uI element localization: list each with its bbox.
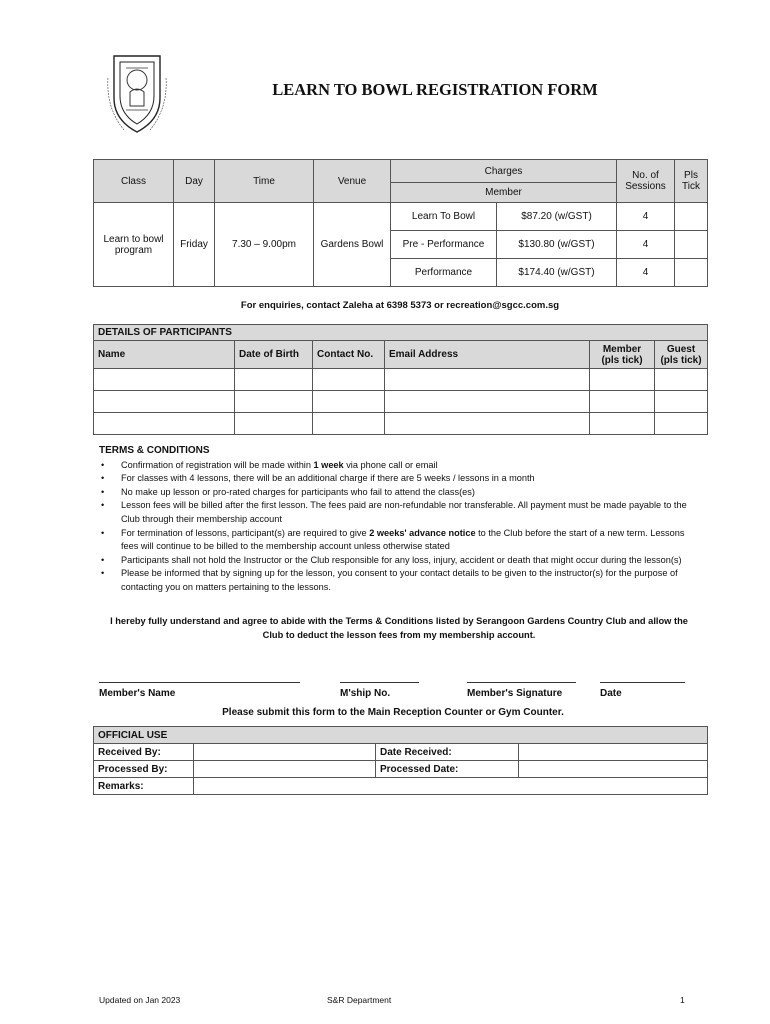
tick-cell[interactable] bbox=[675, 259, 708, 287]
tick-cell[interactable] bbox=[675, 231, 708, 259]
remarks-field[interactable] bbox=[194, 778, 708, 795]
participants-title: DETAILS OF PARTICIPANTS bbox=[94, 325, 708, 341]
header-name: Name bbox=[94, 341, 235, 369]
received-by-label: Received By: bbox=[94, 744, 194, 761]
participant-contact-field[interactable] bbox=[313, 391, 385, 413]
submit-note: Please submit this form to the Main Reception Counter or Gym Counter. bbox=[222, 707, 564, 718]
header-guest-tick: Guest (pls tick) bbox=[655, 341, 708, 369]
participant-guest-tick[interactable] bbox=[655, 391, 708, 413]
header-venue: Venue bbox=[314, 160, 391, 203]
level-name: Pre - Performance bbox=[391, 231, 497, 259]
term-item: • Participants shall not hold the Instructor or the Club responsible for any loss, injury, accident or death that might occur during the lesson(s) bbox=[121, 554, 699, 568]
participant-email-field[interactable] bbox=[385, 413, 590, 435]
header-charges: Charges bbox=[391, 160, 617, 183]
form-title: LEARN TO BOWL REGISTRATION FORM bbox=[272, 80, 598, 99]
class-time: 7.30 – 9.00pm bbox=[215, 203, 314, 287]
participant-member-tick[interactable] bbox=[590, 391, 655, 413]
enquiry-note: For enquiries, contact Zaleha at 6398 5373 or recreation@sgcc.com.sg bbox=[240, 300, 560, 311]
term-item: • No make up lesson or pro-rated charges for participants who fail to attend the class(es) bbox=[121, 486, 699, 500]
term-item: • Please be informed that by signing up for the lesson, you consent to your contact details to be given to the instructor(s) for the purpose of contacting you on matters pertaining to the lessons. bbox=[121, 567, 699, 594]
official-use-title: OFFICIAL USE bbox=[94, 727, 708, 744]
term-emphasis: 2 weeks' advance notice bbox=[369, 527, 476, 538]
participant-name-field[interactable] bbox=[94, 413, 235, 435]
header-time: Time bbox=[215, 160, 314, 203]
term-text: via phone call or email bbox=[343, 459, 438, 470]
remarks-label: Remarks: bbox=[94, 778, 194, 795]
processed-date-field[interactable] bbox=[519, 761, 708, 778]
class-venue: Gardens Bowl bbox=[314, 203, 391, 287]
level-price: $130.80 (w/GST) bbox=[497, 231, 617, 259]
footer-department: S&R Department bbox=[327, 995, 392, 1005]
tick-cell[interactable] bbox=[675, 203, 708, 231]
term-text: For termination of lessons, participant(s) are required to give bbox=[121, 527, 370, 538]
footer-updated: Updated on Jan 2023 bbox=[99, 995, 181, 1005]
term-item: • Lesson fees will be billed after the first lesson. The fees paid are non-refundable nor transferable. All payment must be made payable to the Club through their membership account bbox=[121, 499, 699, 526]
level-sessions: 4 bbox=[617, 203, 675, 231]
class-charges-table bbox=[93, 159, 708, 287]
official-use-table bbox=[93, 726, 708, 795]
level-sessions: 4 bbox=[617, 259, 675, 287]
participant-email-field[interactable] bbox=[385, 391, 590, 413]
header-dob: Date of Birth bbox=[235, 341, 313, 369]
header-sessions: No. of Sessions bbox=[617, 160, 675, 203]
term-emphasis: 1 week bbox=[313, 459, 344, 470]
participants-table bbox=[93, 324, 708, 435]
term-text: Confirmation of registration will be made within bbox=[121, 459, 314, 470]
participant-name-field[interactable] bbox=[94, 391, 235, 413]
level-name: Performance bbox=[391, 259, 497, 287]
member-name-line[interactable] bbox=[99, 682, 300, 683]
header-tick: Pls Tick bbox=[675, 160, 708, 203]
participant-contact-field[interactable] bbox=[313, 369, 385, 391]
date-label: Date bbox=[600, 688, 622, 699]
level-price: $174.40 (w/GST) bbox=[497, 259, 617, 287]
level-sessions: 4 bbox=[617, 231, 675, 259]
term-item bbox=[121, 459, 699, 473]
participant-name-field[interactable] bbox=[94, 369, 235, 391]
date-line[interactable] bbox=[600, 682, 685, 683]
club-logo bbox=[104, 48, 170, 138]
date-received-field[interactable] bbox=[519, 744, 708, 761]
participant-email-field[interactable] bbox=[385, 369, 590, 391]
participant-member-tick[interactable] bbox=[590, 413, 655, 435]
processed-by-label: Processed By: bbox=[94, 761, 194, 778]
participant-guest-tick[interactable] bbox=[655, 413, 708, 435]
footer-page-number: 1 bbox=[680, 995, 685, 1005]
term-text: to the Club before the start of a new term. Lessons fees will continue to be billed to the membership account unless otherwise stated bbox=[121, 527, 685, 552]
mship-no-line[interactable] bbox=[340, 682, 419, 683]
level-price: $87.20 (w/GST) bbox=[497, 203, 617, 231]
received-by-field[interactable] bbox=[194, 744, 376, 761]
class-name: Learn to bowl program bbox=[94, 203, 174, 287]
agreement-statement: I hereby fully understand and agree to abide with the Terms & Conditions listed by Serangoon Gardens Country Club and allow the Club to deduct the lesson fees from my membership account. bbox=[110, 616, 688, 640]
terms-list bbox=[99, 459, 699, 595]
header-class: Class bbox=[94, 160, 174, 203]
terms-section bbox=[99, 444, 699, 595]
member-name-label: Member's Name bbox=[99, 688, 176, 699]
participant-dob-field[interactable] bbox=[235, 413, 313, 435]
header-day: Day bbox=[174, 160, 215, 203]
level-name: Learn To Bowl bbox=[391, 203, 497, 231]
member-signature-line[interactable] bbox=[467, 682, 576, 683]
participant-dob-field[interactable] bbox=[235, 391, 313, 413]
terms-title: TERMS & CONDITIONS bbox=[99, 445, 210, 456]
participant-guest-tick[interactable] bbox=[655, 369, 708, 391]
date-received-label: Date Received: bbox=[376, 744, 519, 761]
mship-no-label: M'ship No. bbox=[340, 688, 391, 699]
participant-contact-field[interactable] bbox=[313, 413, 385, 435]
header-member: Member bbox=[391, 183, 617, 203]
member-signature-label: Member's Signature bbox=[467, 688, 563, 699]
participant-dob-field[interactable] bbox=[235, 369, 313, 391]
header-contact: Contact No. bbox=[313, 341, 385, 369]
term-item: • For classes with 4 lessons, there will be an additional charge if there are 5 weeks / lessons in a month bbox=[121, 472, 699, 486]
header-member-tick: Member (pls tick) bbox=[590, 341, 655, 369]
term-item bbox=[121, 527, 699, 554]
header-email: Email Address bbox=[385, 341, 590, 369]
participant-member-tick[interactable] bbox=[590, 369, 655, 391]
class-day: Friday bbox=[174, 203, 215, 287]
processed-by-field[interactable] bbox=[194, 761, 376, 778]
processed-date-label: Processed Date: bbox=[376, 761, 519, 778]
